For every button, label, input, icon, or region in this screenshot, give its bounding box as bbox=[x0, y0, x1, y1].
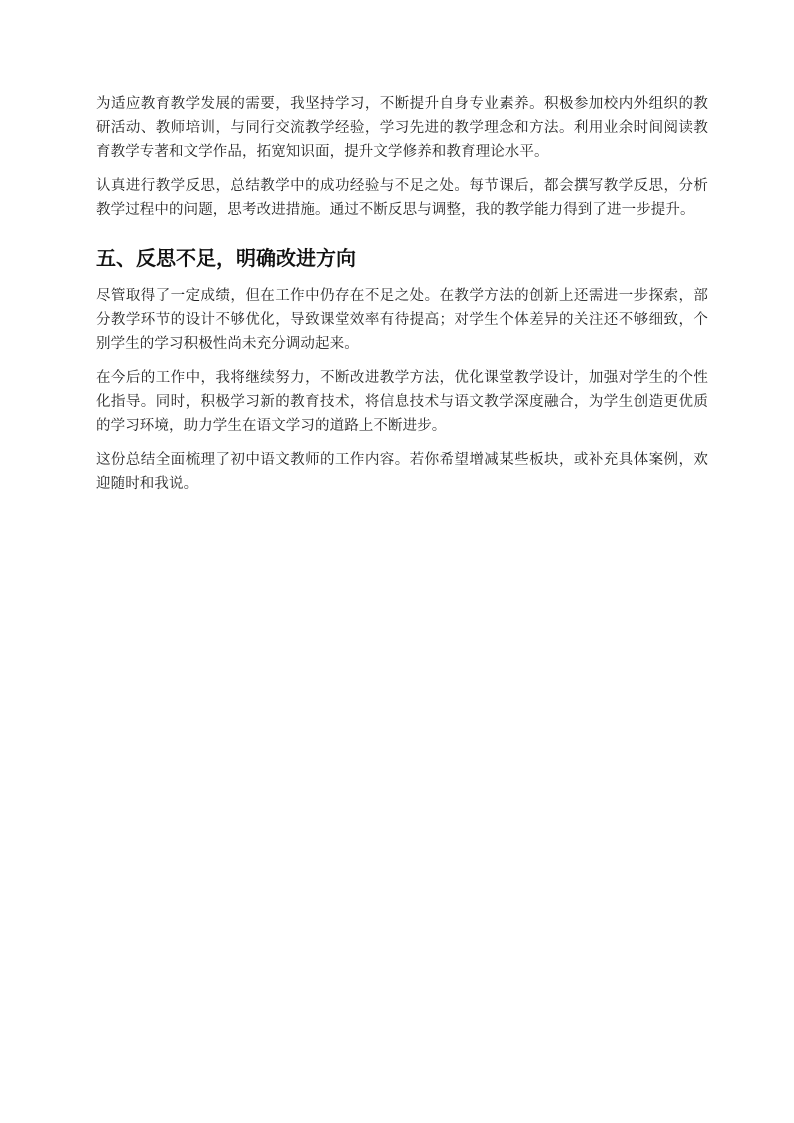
paragraph-professional-learning: 为适应教育教学发展的需要，我坚持学习，不断提升自身专业素养。积极参加校内外组织的教研活动、教师培训，与同行交流教学经验，学习先进的教学理念和方法。利用业余时间阅读教育教学专著和文学作品，拓宽知识面，提升文学修养和教育理论水平。 bbox=[96, 96, 708, 160]
paragraph-shortcomings: 尽管取得了一定成绩，但在工作中仍存在不足之处。在教学方法的创新上还需进一步探索，部分教学环节的设计不够优化，导致课堂效率有待提高；对学生个体差异的关注还不够细致，个别学生的学习积极性尚未充分调动起来。 bbox=[96, 288, 708, 352]
paragraph-closing-note: 这份总结全面梳理了初中语文教师的工作内容。若你希望增减某些板块，或补充具体案例，欢迎随时和我说。 bbox=[96, 452, 708, 492]
paragraph-teaching-reflection: 认真进行教学反思，总结教学中的成功经验与不足之处。每节课后，都会撰写教学反思，分析教学过程中的问题，思考改进措施。通过不断反思与调整，我的教学能力得到了进一步提升。 bbox=[96, 178, 708, 218]
paragraph-future-plans: 在今后的工作中，我将继续努力，不断改进教学方法，优化课堂教学设计，加强对学生的个性化指导。同时，积极学习新的教育技术，将信息技术与语文教学深度融合，为学生创造更优质的学习环境，助力学生在语文学习的道路上不断进步。 bbox=[96, 370, 708, 434]
document-body bbox=[96, 92, 708, 506]
section-heading: 五、反思不足，明确改进方向 bbox=[96, 246, 356, 270]
